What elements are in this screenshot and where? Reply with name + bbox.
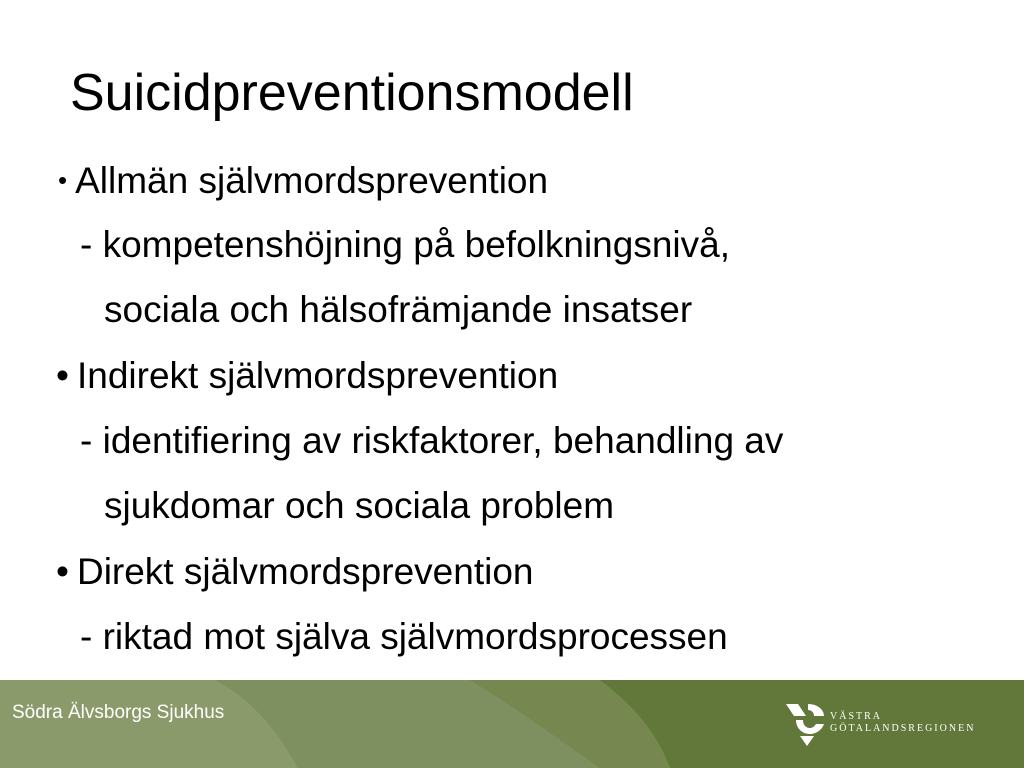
- region-logo: [784, 700, 974, 748]
- bullet-detail-continued: sjukdomar och sociala problem: [104, 485, 615, 526]
- bullet-item-direkt: [56, 550, 533, 594]
- logo-text-line1: VÄSTRA: [830, 711, 883, 722]
- organization-name: Södra Älvsborgs Sjukhus: [12, 702, 225, 723]
- bullet-icon: •: [56, 551, 69, 592]
- bullet-heading: Indirekt självmordsprevention: [76, 355, 559, 396]
- bullet-item-indirekt: [56, 354, 558, 398]
- region-logo-icon: [784, 700, 828, 748]
- slide-title: Suicidpreventionsmodell: [70, 64, 634, 122]
- bullet-icon: •: [56, 355, 69, 396]
- bullet-detail: - identifiering av riskfaktorer, behandling av: [80, 420, 784, 461]
- bullet-detail: - kompetenshöjning på befolkningsnivå,: [80, 224, 730, 265]
- bullet-item-allman: [58, 158, 548, 203]
- logo-text-line2: GÖTALANDSREGIONEN: [830, 723, 976, 734]
- bullet-heading: Direkt självmordsprevention: [76, 551, 534, 592]
- bullet-icon: •: [58, 165, 68, 195]
- bullet-detail: - riktad mot själva självmordsprocessen: [80, 616, 728, 657]
- bullet-detail-continued: sociala och hälsofrämjande insatser: [104, 289, 693, 330]
- bullet-heading: Allmän självmordsprevention: [75, 160, 549, 201]
- footer-band: [0, 680, 1024, 768]
